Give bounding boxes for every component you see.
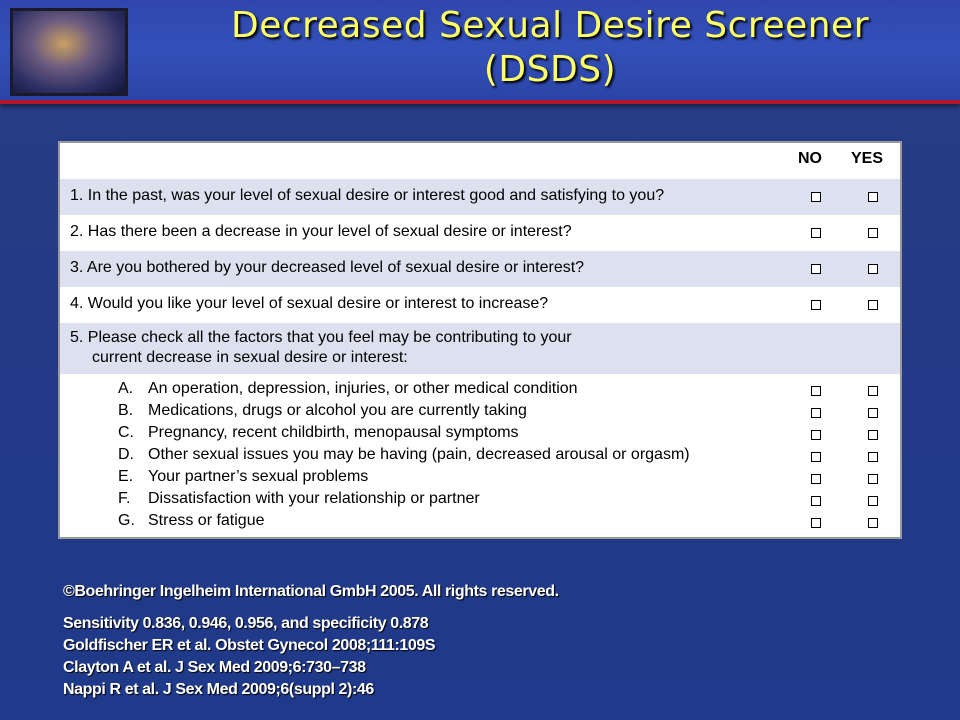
checkbox-no-factor-a[interactable] [811,386,821,396]
checkbox-no-q3[interactable] [811,264,821,274]
checkbox-yes-q1[interactable] [868,192,878,202]
factor-text: Dissatisfaction with your relationship or partner [148,490,480,507]
copyright-notice: ©Boehringer Ingelheim International GmbH 2005. All rights reserved. [63,583,559,600]
factor-item-g [60,512,900,534]
factor-item-e [60,468,900,490]
factor-text: Other sexual issues you may be having (pain, decreased arousal or orgasm) [148,446,690,463]
reference-line-4: Nappi R et al. J Sex Med 2009;6(suppl 2):46 [63,681,374,698]
question-text-5-line-2: current decrease in sexual desire or interest: [92,349,408,366]
checkbox-no-q1[interactable] [811,192,821,202]
factor-text: Pregnancy, recent childbirth, menopausal symptoms [148,424,519,441]
question-text-2: 2. Has there been a decrease in your level of sexual desire or interest? [70,223,572,240]
checkbox-no-factor-e[interactable] [811,474,821,484]
checkbox-yes-factor-d[interactable] [868,452,878,462]
form-header-row [60,143,900,179]
factor-item-f [60,490,900,512]
factor-item-c [60,424,900,446]
title-line-2: (DSDS) [483,49,617,90]
factor-letter: B. [118,402,134,419]
logo-image [10,8,128,96]
checkbox-yes-factor-c[interactable] [868,430,878,440]
page-title [140,4,960,92]
checkbox-yes-q3[interactable] [868,264,878,274]
checkbox-no-factor-d[interactable] [811,452,821,462]
checkbox-no-factor-b[interactable] [811,408,821,418]
checkbox-yes-q2[interactable] [868,228,878,238]
checkbox-yes-factor-a[interactable] [868,386,878,396]
factor-letter: A. [118,380,134,397]
reference-line-1: Sensitivity 0.836, 0.946, 0.956, and specificity 0.878 [63,615,429,632]
header-band [0,0,960,104]
factor-text: An operation, depression, injuries, or other medical condition [148,380,578,397]
question-row-3 [60,251,900,287]
question-text-4: 4. Would you like your level of sexual desire or interest to increase? [70,295,549,312]
factor-text: Medications, drugs or alcohol you are currently taking [148,402,527,419]
factor-letter: F. [118,490,131,507]
factor-item-b [60,402,900,424]
factor-text: Stress or fatigue [148,512,265,529]
factor-item-a [60,380,900,402]
dsds-form [58,141,902,539]
checkbox-no-factor-c[interactable] [811,430,821,440]
checkbox-yes-factor-f[interactable] [868,496,878,506]
header-divider [0,100,960,104]
checkbox-no-q4[interactable] [811,300,821,310]
column-header-yes: YES [851,150,884,167]
factor-letter: E. [118,468,134,485]
factor-letter: G. [118,512,135,529]
question-row-4 [60,287,900,323]
question-text-5-line-1: 5. Please check all the factors that you feel may be contributing to your [70,329,572,346]
column-header-no: NO [798,150,822,167]
checkbox-no-factor-g[interactable] [811,518,821,528]
checkbox-no-factor-f[interactable] [811,496,821,506]
question-row-2 [60,215,900,251]
factor-item-d [60,446,900,468]
question-text-1: 1. In the past, was your level of sexual desire or interest good and satisfying to you? [70,187,665,204]
checkbox-no-q2[interactable] [811,228,821,238]
factor-letter: C. [118,424,134,441]
factor-text: Your partner’s sexual problems [148,468,369,485]
reference-line-3: Clayton A et al. J Sex Med 2009;6:730–738 [63,659,366,676]
title-line-1: Decreased Sexual Desire Screener [230,5,870,46]
checkbox-yes-factor-g[interactable] [868,518,878,528]
question-row-1 [60,179,900,215]
checkbox-yes-factor-e[interactable] [868,474,878,484]
factor-list [60,374,900,537]
question-text-3: 3. Are you bothered by your decreased level of sexual desire or interest? [70,259,585,276]
checkbox-yes-factor-b[interactable] [868,408,878,418]
factor-letter: D. [118,446,134,463]
checkbox-yes-q4[interactable] [868,300,878,310]
question-row-5 [60,323,900,374]
reference-line-2: Goldfischer ER et al. Obstet Gynecol 2008;111:109S [63,637,436,654]
